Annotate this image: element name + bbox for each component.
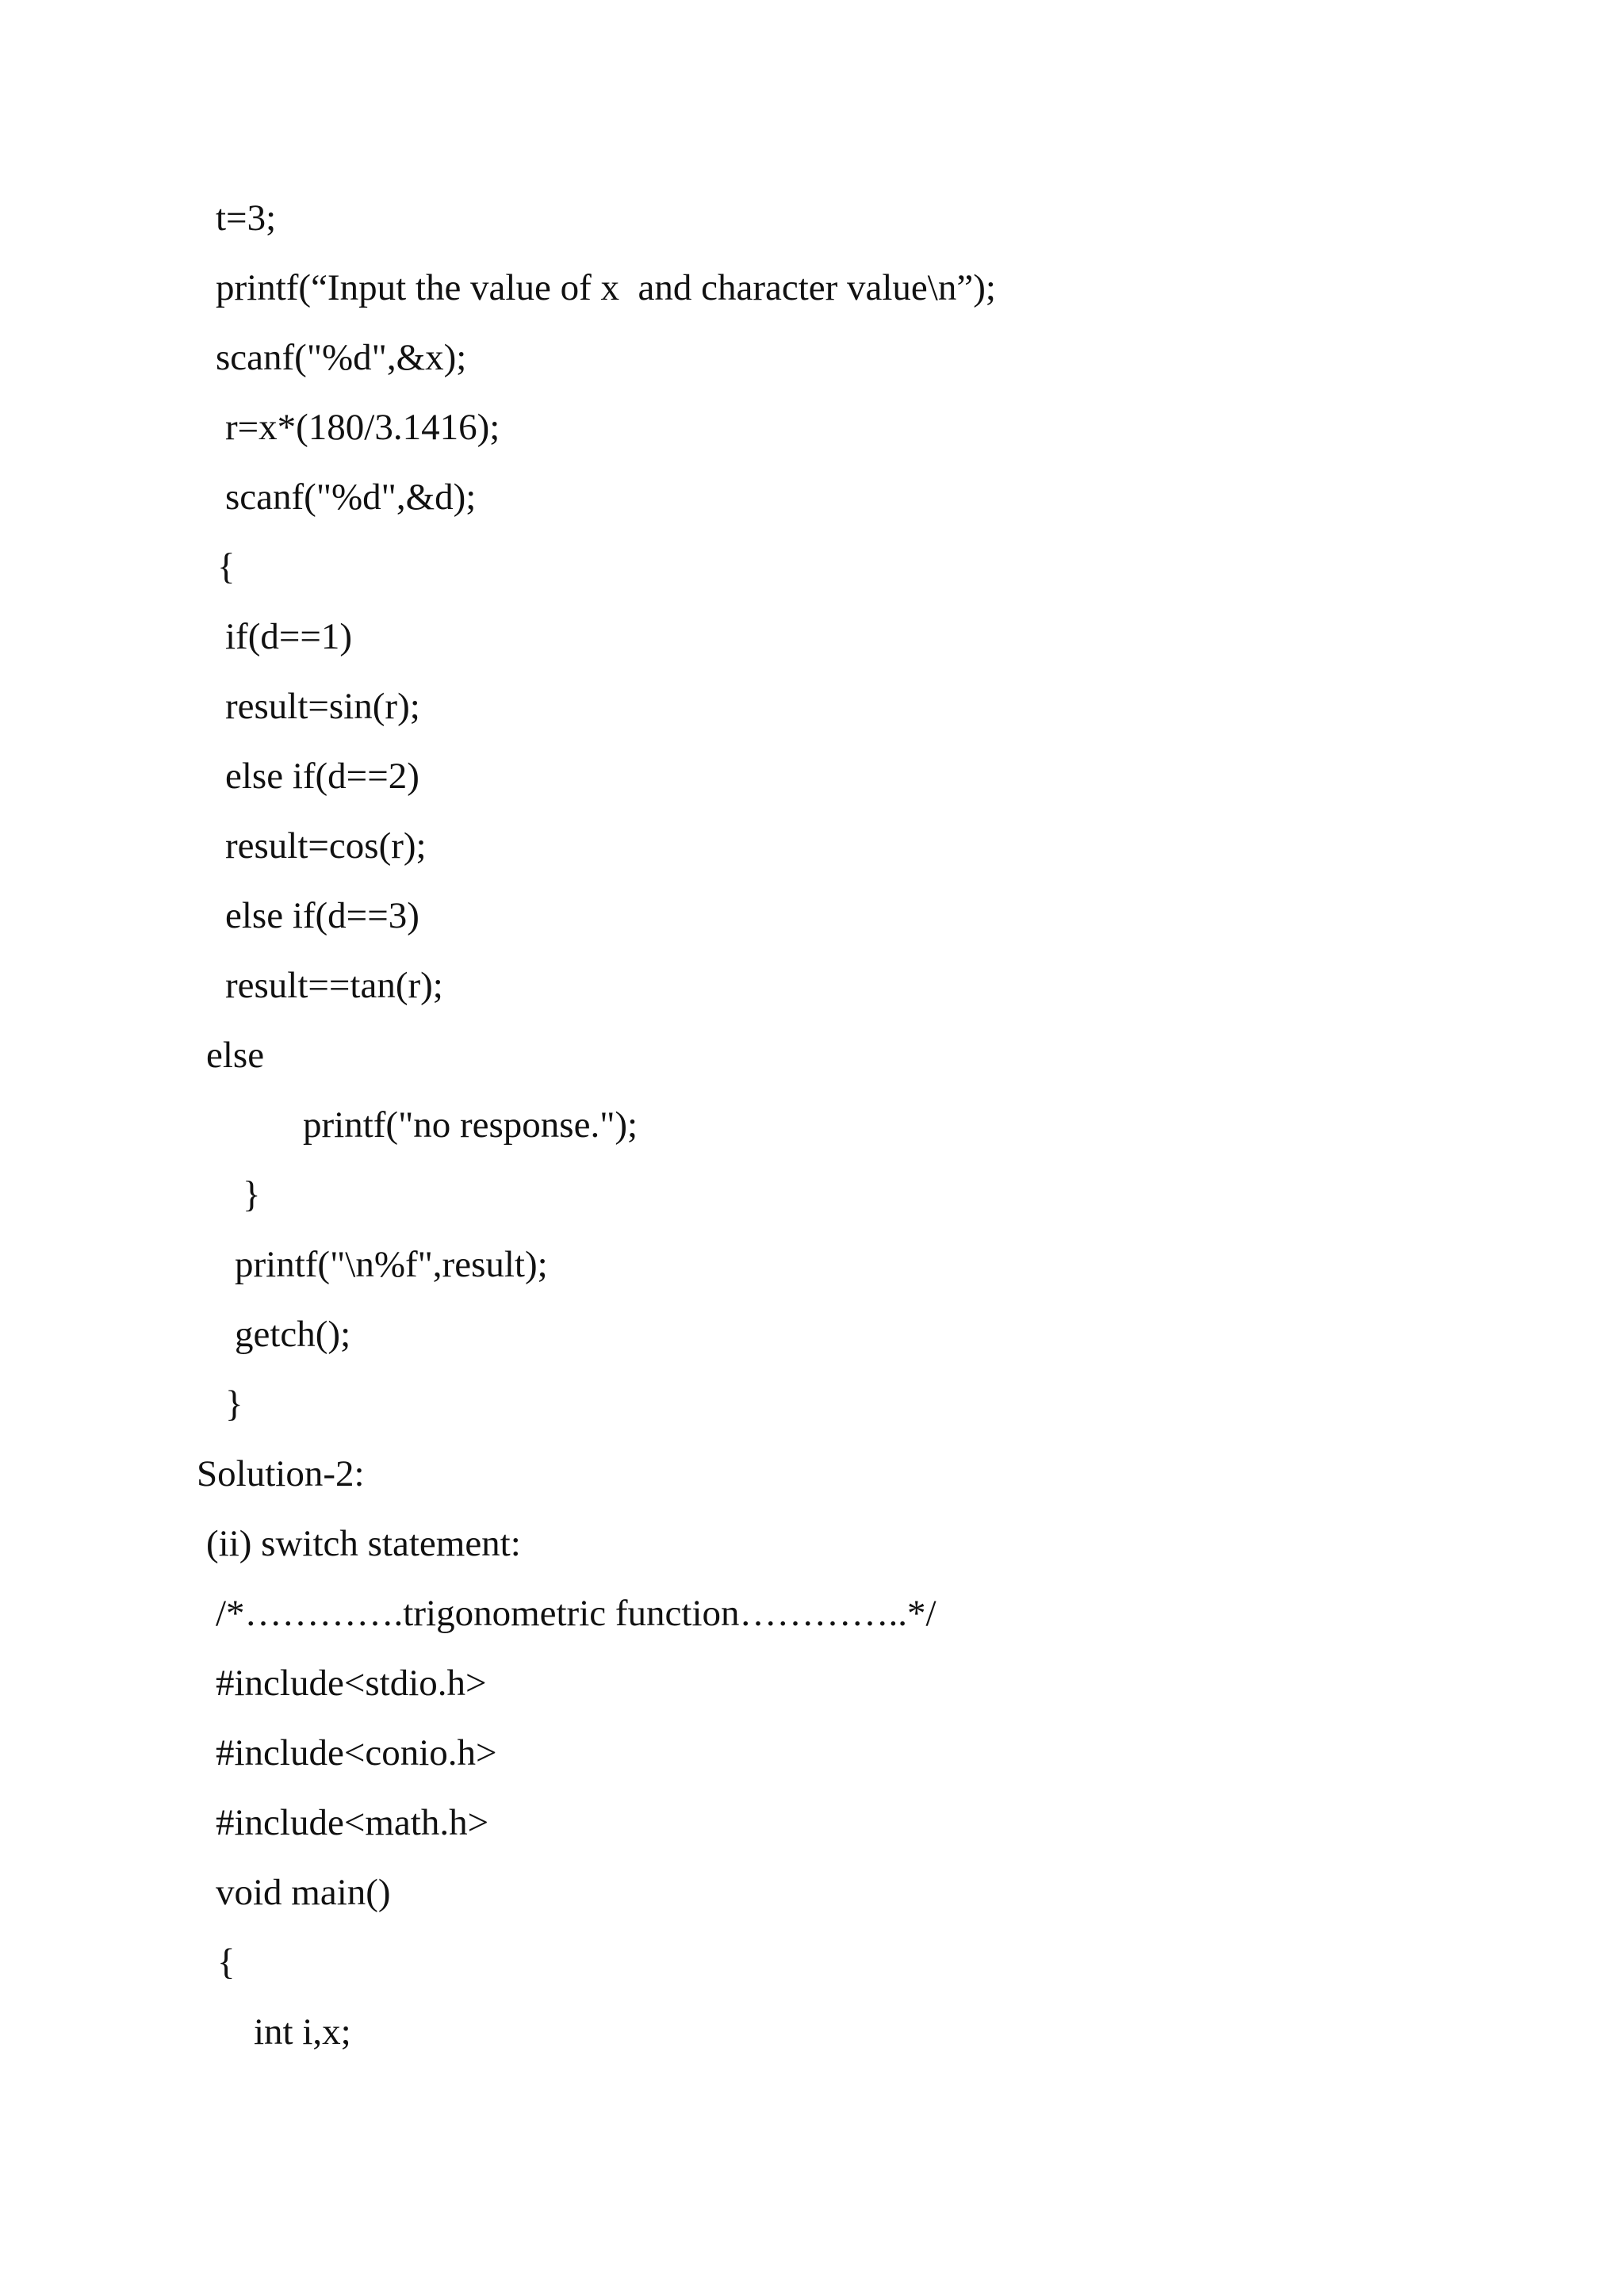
code-line-2: printf(“Input the value of x and character value\n”); bbox=[216, 267, 996, 308]
code-line-7: if(d==1) bbox=[225, 616, 353, 657]
code-line-3: scanf("%d",&x); bbox=[216, 337, 467, 378]
code-line-20: #include<stdio.h> bbox=[216, 1663, 487, 1704]
code-line-24: { bbox=[217, 1942, 236, 1983]
code-line-10: result=cos(r); bbox=[225, 825, 427, 867]
code-line-5: scanf("%d",&d); bbox=[225, 476, 477, 518]
code-line-25: int i,x; bbox=[254, 2011, 351, 2053]
section-subheading: (ii) switch statement: bbox=[206, 1523, 521, 1564]
code-line-13: else bbox=[206, 1035, 265, 1076]
code-line-21: #include<conio.h> bbox=[216, 1732, 497, 1774]
code-line-15: } bbox=[243, 1174, 261, 1215]
code-line-19: /*………….trigonometric function…………..*/ bbox=[216, 1593, 936, 1634]
code-line-11: else if(d==3) bbox=[225, 895, 419, 936]
code-line-14: printf("no response."); bbox=[303, 1104, 638, 1146]
code-line-4: r=x*(180/3.1416); bbox=[225, 407, 500, 448]
code-line-22: #include<math.h> bbox=[216, 1802, 489, 1843]
code-line-6: { bbox=[217, 546, 236, 587]
code-line-1: t=3; bbox=[216, 197, 277, 239]
code-line-16: printf("\n%f",result); bbox=[235, 1244, 548, 1285]
solution-heading: Solution-2: bbox=[197, 1453, 365, 1494]
code-line-9: else if(d==2) bbox=[225, 756, 419, 797]
code-line-12: result==tan(r); bbox=[225, 965, 443, 1006]
code-line-23: void main() bbox=[216, 1872, 391, 1913]
code-line-17: getch(); bbox=[235, 1314, 351, 1355]
code-line-8: result=sin(r); bbox=[225, 686, 420, 727]
code-line-18: } bbox=[225, 1383, 243, 1425]
